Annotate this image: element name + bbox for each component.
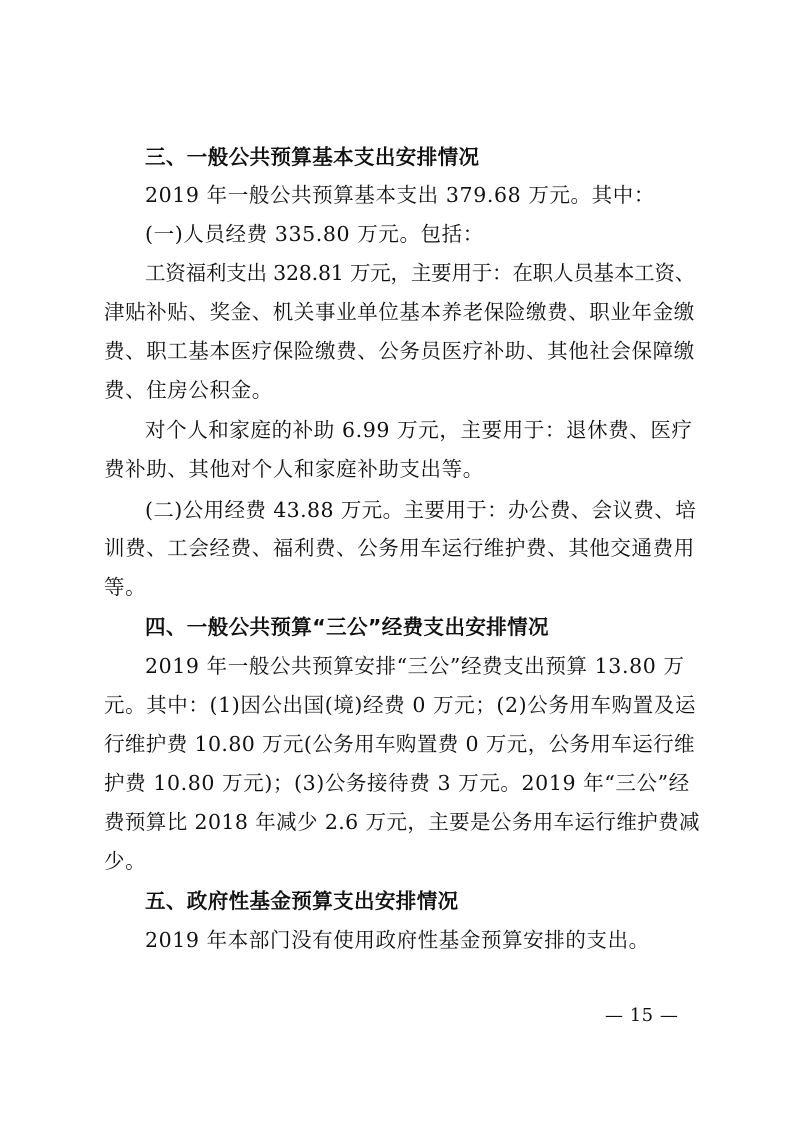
paragraph-line: 护费 10.80 万元)；(3)公务接待费 3 万元。2019 年“三公”经	[104, 771, 690, 795]
paragraph-line: 津贴补贴、奖金、机关事业单位基本养老保险缴费、职业年金缴	[104, 300, 695, 324]
paragraph-line: 费补助、其他对个人和家庭补助支出等。	[104, 457, 484, 481]
paragraph-line: (二)公用经费 43.88 万元。主要用于：办公费、会议费、培	[145, 498, 697, 522]
paragraph-line: 工资福利支出 328.81 万元，主要用于：在职人员基本工资、	[145, 261, 696, 285]
paragraph-line: 2019 年一般公共预算安排“三公”经费支出预算 13.80 万	[145, 654, 685, 678]
section-heading-3: 三、一般公共预算基本支出安排情况	[145, 145, 480, 169]
paragraph-line: 费、住房公积金。	[104, 378, 273, 402]
paragraph-line: (一)人员经费 335.80 万元。包括：	[145, 222, 484, 246]
paragraph-line: 元。其中：(1)因公出国(境)经费 0 万元；(2)公务用车购置及运	[104, 693, 697, 717]
section-heading-4: 四、一般公共预算“三公”经费支出安排情况	[145, 615, 549, 639]
section-heading-5: 五、政府性基金预算支出安排情况	[145, 889, 459, 913]
paragraph-line: 少。	[104, 849, 147, 873]
paragraph-line: 费、职工基本医疗保险缴费、公务员医疗补助、其他社会保障缴	[104, 339, 695, 363]
paragraph-line: 训费、工会经费、福利费、公务用车运行维护费、其他交通费用	[104, 536, 695, 560]
paragraph-line: 等。	[104, 575, 147, 599]
paragraph-line: 对个人和家庭的补助 6.99 万元，主要用于：退休费、医疗	[145, 418, 693, 442]
paragraph-line: 2019 年一般公共预算基本支出 379.68 万元。其中：	[145, 183, 655, 207]
paragraph-line: 2019 年本部门没有使用政府性基金预算安排的支出。	[145, 928, 650, 952]
page-number: — 15 —	[605, 1005, 679, 1026]
paragraph-line: 费预算比 2018 年减少 2.6 万元，主要是公务用车运行维护费减	[104, 810, 700, 834]
paragraph-line: 行维护费 10.80 万元(公务用车购置费 0 万元，公务用车运行维	[104, 732, 695, 756]
